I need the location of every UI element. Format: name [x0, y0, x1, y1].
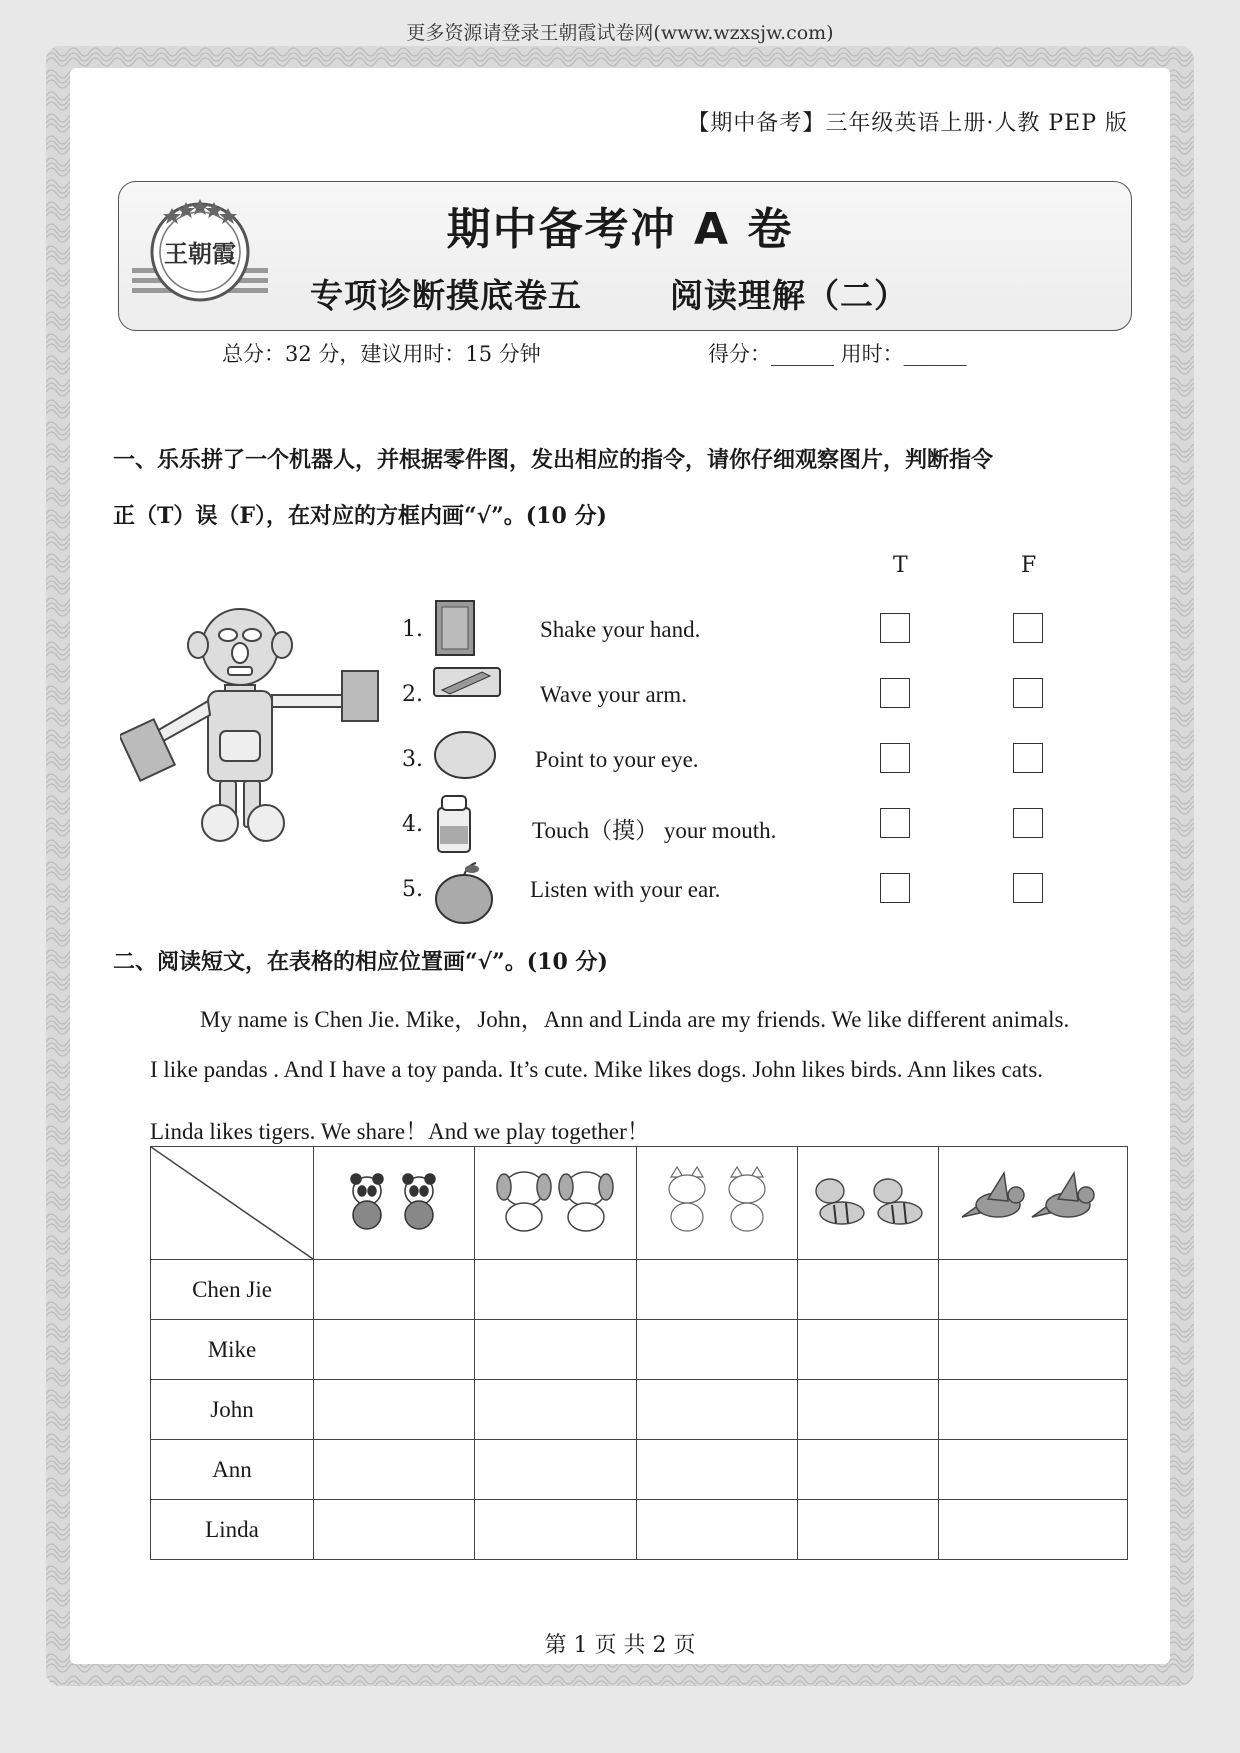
answer-table: [150, 1146, 1128, 1560]
answer-cell[interactable]: [474, 1260, 636, 1320]
false-checkbox[interactable]: [1013, 613, 1043, 643]
row-name: Linda: [151, 1500, 314, 1560]
answer-cell[interactable]: [798, 1260, 939, 1320]
answer-cell[interactable]: [798, 1440, 939, 1500]
question-number: 5.: [402, 877, 423, 902]
answer-cell[interactable]: [798, 1380, 939, 1440]
table-row: [151, 1260, 1128, 1320]
row-name: Mike: [151, 1320, 314, 1380]
answer-cell[interactable]: [314, 1500, 475, 1560]
header-tiger: [798, 1147, 939, 1260]
row-name: Chen Jie: [151, 1260, 314, 1320]
question-text: Touch（摸） your mouth.: [532, 818, 777, 843]
subtitle-left: 专项诊断摸底卷五: [310, 276, 582, 315]
answer-cell[interactable]: [314, 1320, 475, 1380]
page-title: 期中备考冲 A 卷: [446, 204, 794, 255]
answer-cell[interactable]: [636, 1440, 797, 1500]
row-name: John: [151, 1380, 314, 1440]
question-number: 2.: [402, 682, 423, 707]
header-dog: [474, 1147, 636, 1260]
question-text: Point to your eye.: [535, 747, 699, 772]
false-checkbox[interactable]: [1013, 873, 1043, 903]
book-icon: [432, 599, 478, 661]
question-number: 1.: [402, 617, 423, 642]
table-row: [151, 1440, 1128, 1500]
score-info: 总分：32 分，建议用时：15 分钟: [222, 342, 541, 366]
column-f: F: [1021, 553, 1037, 578]
dog-icon: [490, 1165, 620, 1235]
section1-instruction-line1: 一、乐乐拼了一个机器人，并根据零件图，发出相应的指令，请你仔细观察图片，判断指令: [113, 447, 994, 473]
header-bird: [939, 1147, 1128, 1260]
section2-instruction: 二、阅读短文，在表格的相应位置画“√”。(10 分): [113, 949, 608, 975]
section1-instruction-line2: 正（T）误（F），在对应的方框内画“√”。(10 分): [113, 503, 607, 529]
answer-cell[interactable]: [939, 1320, 1128, 1380]
answer-cell[interactable]: [636, 1380, 797, 1440]
bird-icon: [958, 1165, 1108, 1235]
top-note: 更多资源请登录王朝霞试卷网(www.wzxsjw.com): [406, 22, 834, 44]
series-label: 【期中备考】三年级英语上册·人教 PEP 版: [687, 111, 1128, 136]
answer-cell[interactable]: [939, 1500, 1128, 1560]
question-number: 4.: [402, 812, 423, 837]
answer-cell[interactable]: [636, 1500, 797, 1560]
answer-cell[interactable]: [474, 1500, 636, 1560]
answer-cell[interactable]: [474, 1440, 636, 1500]
answer-cell[interactable]: [474, 1320, 636, 1380]
pencil-case-icon: [432, 664, 502, 704]
score-fields[interactable]: 得分：______ 用时：______: [708, 342, 967, 366]
true-checkbox[interactable]: [880, 808, 910, 838]
row-name: Ann: [151, 1440, 314, 1500]
question-text: Shake your hand.: [540, 617, 701, 642]
table-row: [151, 1380, 1128, 1440]
true-checkbox[interactable]: [880, 743, 910, 773]
robot-illustration: [120, 605, 385, 845]
subtitle-right: 阅读理解（二）: [670, 276, 908, 315]
table-row: [151, 1500, 1128, 1560]
question-number: 3.: [402, 747, 423, 772]
true-checkbox[interactable]: [880, 873, 910, 903]
page-footer: 第 1 页 共 2 页: [544, 1633, 696, 1658]
egg-icon: [432, 729, 498, 785]
logo-text: 王朝霞: [164, 239, 236, 268]
answer-cell[interactable]: [939, 1260, 1128, 1320]
false-checkbox[interactable]: [1013, 678, 1043, 708]
question-text: Listen with your ear.: [530, 877, 721, 902]
header-cat: [636, 1147, 797, 1260]
answer-cell[interactable]: [798, 1500, 939, 1560]
answer-cell[interactable]: [798, 1320, 939, 1380]
false-checkbox[interactable]: [1013, 743, 1043, 773]
panda-icon: [339, 1165, 449, 1235]
table-header-row: [151, 1147, 1128, 1260]
answer-cell[interactable]: [939, 1440, 1128, 1500]
answer-cell[interactable]: [314, 1260, 475, 1320]
true-checkbox[interactable]: [880, 613, 910, 643]
apple-icon: [432, 859, 496, 929]
tiger-icon: [808, 1165, 928, 1235]
passage-line3: Linda likes tigers. We share！And we play together！: [150, 1119, 650, 1144]
false-checkbox[interactable]: [1013, 808, 1043, 838]
passage-line1: My name is Chen Jie. Mike，John，Ann and Linda are my friends. We like different animals.: [200, 1007, 1070, 1032]
table-row: [151, 1320, 1128, 1380]
answer-cell[interactable]: [314, 1440, 475, 1500]
question-text: Wave your arm.: [540, 682, 687, 707]
header-panda: [314, 1147, 475, 1260]
true-checkbox[interactable]: [880, 678, 910, 708]
answer-cell[interactable]: [636, 1260, 797, 1320]
column-t: T: [893, 553, 908, 578]
answer-cell[interactable]: [314, 1380, 475, 1440]
glue-icon: [434, 794, 474, 860]
answer-cell[interactable]: [636, 1320, 797, 1380]
diagonal-cell: [151, 1147, 314, 1260]
answer-cell[interactable]: [939, 1380, 1128, 1440]
answer-cell[interactable]: [474, 1380, 636, 1440]
cat-icon: [657, 1165, 777, 1235]
passage-line2: I like pandas . And I have a toy panda. It’s cute. Mike likes dogs. John likes birds. Ann likes cats.: [150, 1057, 1044, 1082]
